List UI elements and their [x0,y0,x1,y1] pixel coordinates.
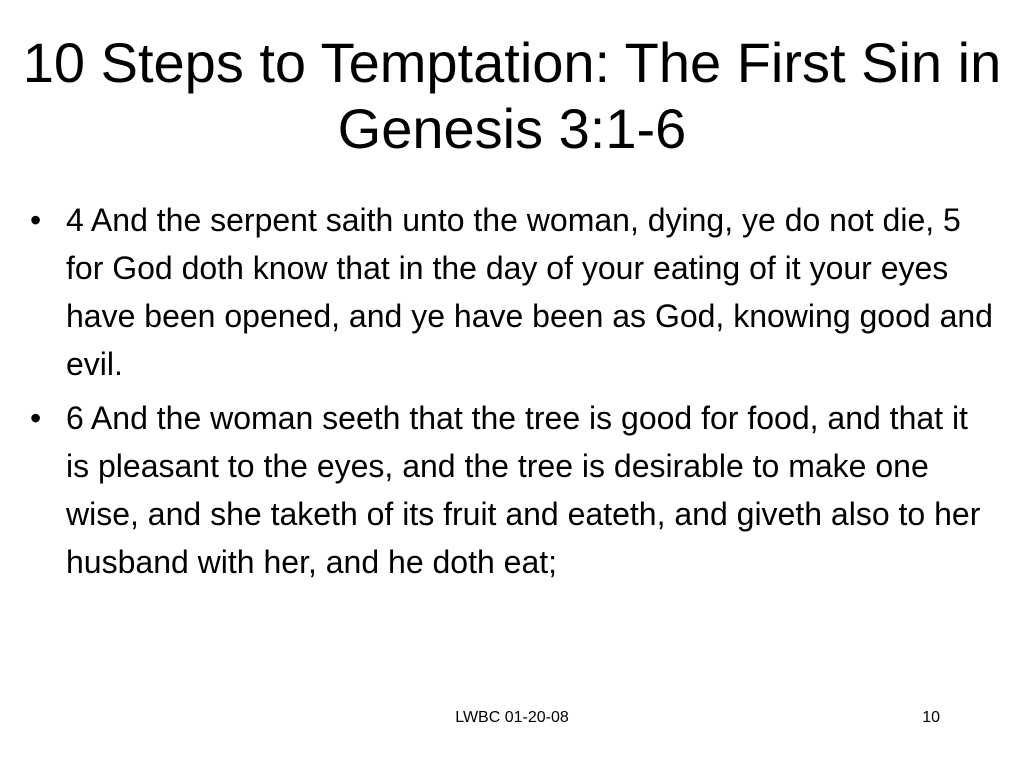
slide-title: 10 Steps to Temptation: The First Sin in Genesis 3:1-6 [22,31,1002,160]
bullet-item [26,394,998,586]
bullet-item [26,196,998,388]
slide-number: 10 [922,709,940,726]
bullet-list [26,196,998,592]
bullet-text: 4 And the serpent saith unto the woman, dying, ye do not die, 5 for God doth know that in the day of your eating of it your eyes have been opened, and ye have been as God, knowing good and evil. [66,202,993,382]
bullet-marker: • [30,400,42,436]
footer-text: LWBC 01-20-08 [455,709,569,726]
bullet-text: 6 And the woman seeth that the tree is good for food, and that it is pleasant to the eyes, and the tree is desirable to make one wise, and she taketh of its fruit and eateth, and giveth also to her husband with her, and he doth eat; [66,400,981,580]
bullet-marker: • [30,202,42,238]
